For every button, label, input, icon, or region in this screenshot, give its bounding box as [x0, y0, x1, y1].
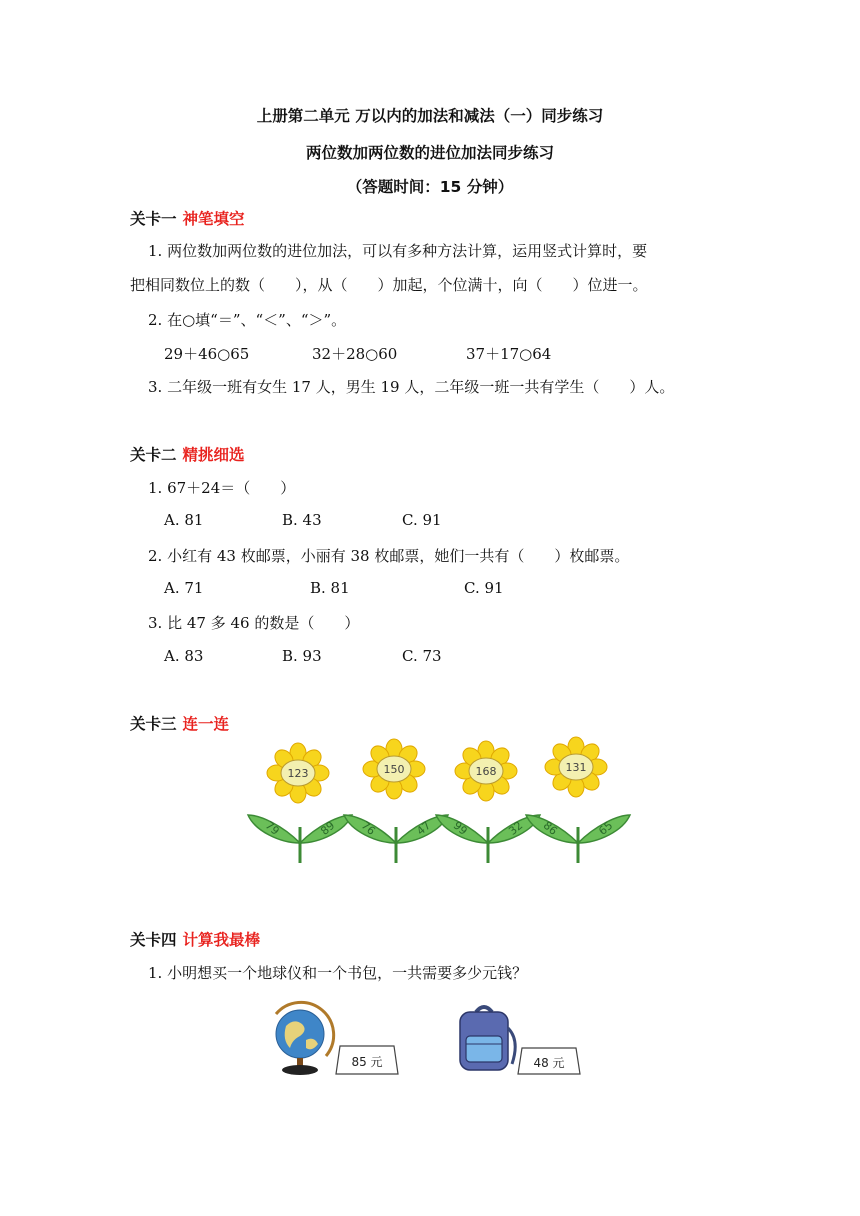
time-limit: （答题时间：15 分钟）: [346, 178, 514, 196]
s1-question-3: 3. 二年级一班有女生 17 人，男生 19 人，二年级一班一共有学生（ ）人。: [148, 378, 675, 396]
compare-item-3: 37＋17○64: [466, 345, 552, 363]
flower-1-number: 123: [287, 767, 309, 780]
flower-2-number: 150: [383, 763, 405, 776]
section-3-label: 关卡三: [130, 715, 177, 733]
section-4-name: 计算我最棒: [182, 931, 261, 949]
s2-q3-option-a: A. 83: [164, 647, 204, 665]
stem-3: [436, 815, 540, 863]
s2-question-2: 2. 小红有 43 枚邮票，小丽有 38 枚邮票，她们一共有（ ）枚邮票。: [148, 547, 630, 565]
s2-q2-option-b: B. 81: [310, 579, 350, 597]
section-4-label: 关卡四: [130, 931, 177, 949]
bag-price-figure: [450, 1000, 590, 1080]
flower-4-number: 131: [565, 761, 587, 774]
stem-1: [248, 815, 352, 863]
bag-price-text: 48 元: [533, 1056, 565, 1070]
globe-price-tag: [336, 1046, 398, 1074]
backpack-icon: [460, 1007, 515, 1070]
s2-q1-option-b: B. 43: [282, 511, 322, 529]
section-1-label: 关卡一: [130, 210, 177, 228]
stem-4-right-number: 65: [596, 818, 616, 838]
stem-3-left-number: 99: [450, 818, 470, 838]
worksheet-title: 上册第二单元 万以内的加法和减法（一）同步练习: [256, 107, 604, 125]
section-1-name: 神笔填空: [182, 210, 245, 228]
s2-q2-option-c: C. 91: [464, 579, 504, 597]
globe-price-text: 85 元: [351, 1055, 383, 1069]
globe-icon: [276, 1002, 334, 1075]
s4-question-1: 1. 小明想买一个地球仪和一个书包，一共需要多少元钱？: [148, 964, 528, 982]
stem-4-left-number: 86: [540, 818, 560, 838]
stem-4: [526, 815, 630, 863]
stem-2: [344, 815, 448, 863]
bag-price-tag: [518, 1048, 580, 1074]
section-2-heading: [130, 443, 245, 465]
section-4-heading: [130, 928, 260, 950]
s2-q1-option-a: A. 81: [164, 511, 204, 529]
globe-price-figure: [268, 1000, 408, 1080]
matching-figure: [230, 735, 650, 875]
s2-q1-option-c: C. 91: [402, 511, 442, 529]
section-1-heading: [130, 207, 245, 229]
worksheet-subtitle: 两位数加两位数的进位加法同步练习: [305, 144, 554, 162]
flower-3: [455, 741, 517, 801]
flower-1: [267, 743, 329, 803]
stem-3-right-number: 32: [506, 818, 526, 838]
s1-question-1-line-2: 把相同数位上的数（ ），从（ ）加起，个位满十，向（ ）位进一。: [130, 276, 648, 294]
stem-2-left-number: 76: [358, 818, 378, 838]
flower-3-number: 168: [475, 765, 497, 778]
stem-1-right-number: 89: [318, 818, 338, 838]
s2-q3-option-c: C. 73: [402, 647, 442, 665]
stem-1-left-number: 79: [262, 818, 282, 838]
flower-4: [545, 737, 607, 797]
section-2-name: 精挑细选: [182, 446, 245, 464]
section-3-name: 连一连: [182, 715, 230, 733]
flower-2: [363, 739, 425, 799]
stem-2-right-number: 47: [414, 818, 434, 838]
s1-question-2: 2. 在○填“＝”、“＜”、“＞”。: [148, 311, 347, 329]
compare-item-2: 32＋28○60: [312, 345, 398, 363]
section-3-heading: [130, 712, 229, 734]
s2-q2-option-a: A. 71: [164, 579, 204, 597]
s2-q3-option-b: B. 93: [282, 647, 322, 665]
s2-question-1: 1. 67＋24＝（ ）: [148, 479, 296, 497]
section-2-label: 关卡二: [130, 446, 177, 464]
s1-question-1-line-1: 1. 两位数加两位数的进位加法，可以有多种方法计算，运用竖式计算时，要: [148, 242, 648, 260]
s2-question-3: 3. 比 47 多 46 的数是（ ）: [148, 614, 360, 632]
compare-item-1: 29＋46○65: [164, 345, 250, 363]
